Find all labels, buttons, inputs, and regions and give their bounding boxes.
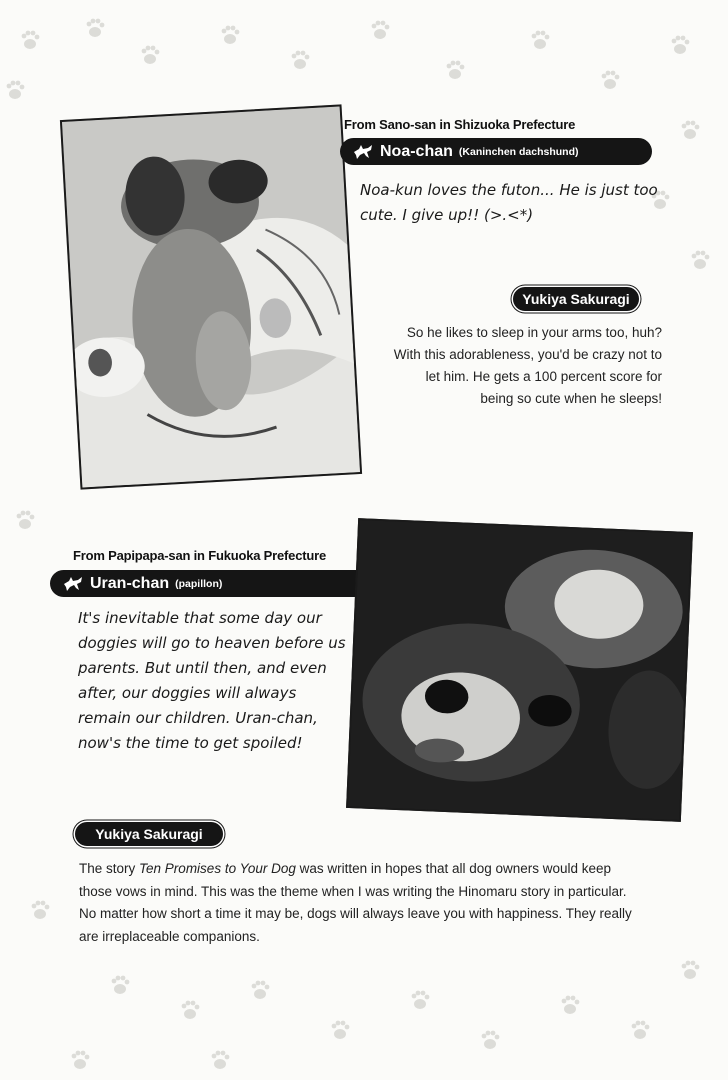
running-dog-icon: [352, 143, 374, 161]
entry-2-reply-book-title: Ten Promises to Your Dog: [139, 861, 296, 876]
entry-2-reply-body: was written in hopes that all dog owners would keep those vows in mind. This was the theme when I was writing the Hinomaru story in particular. No matter how short a time it may be, dogs will always leave you with happiness. They really are irreplaceable companions.: [79, 861, 632, 944]
papillon-closeup-photo: [346, 518, 693, 822]
entry-2-name-bar: [50, 570, 370, 597]
running-dog-icon: [62, 575, 84, 593]
entry-1-reply-author-badge: Yukiya Sakuragi: [513, 287, 639, 311]
entry-2-sender: From Papipapa-san in Fukuoka Prefecture: [73, 548, 326, 563]
entry-1-reply: So he likes to sleep in your arms too, huh? With this adorableness, you'd be crazy not to let him. He gets a 100 percent score for being so cute when he sleeps!: [393, 325, 662, 406]
sleeping-dachshund-photo: [60, 104, 362, 489]
entry-1-letter: Noa-kun loves the futon... He is just too cute. I give up!! (>.<*): [360, 181, 658, 224]
entry-2-reply: [79, 858, 639, 948]
entry-2-reply-intro: The story: [79, 861, 140, 876]
entry-1-dog-name: Noa-chan: [380, 142, 453, 160]
entry-2-reply-author-badge: Yukiya Sakuragi: [75, 822, 223, 846]
entry-1-name-bar: [340, 138, 652, 165]
entry-2-dog-name: Uran-chan: [90, 574, 170, 592]
entry-1-sender: From Sano-san in Shizuoka Prefecture: [344, 117, 576, 132]
entry-2-breed: (papillon): [175, 577, 223, 590]
entry-2-letter: It's inevitable that some day our doggies will go to heaven before us parents. But until then, and even after, our doggies will always remain our children. Uran-chan, now's the time to get spoiled!: [78, 609, 346, 752]
entry-1-breed: (Kaninchen dachshund): [458, 145, 579, 158]
